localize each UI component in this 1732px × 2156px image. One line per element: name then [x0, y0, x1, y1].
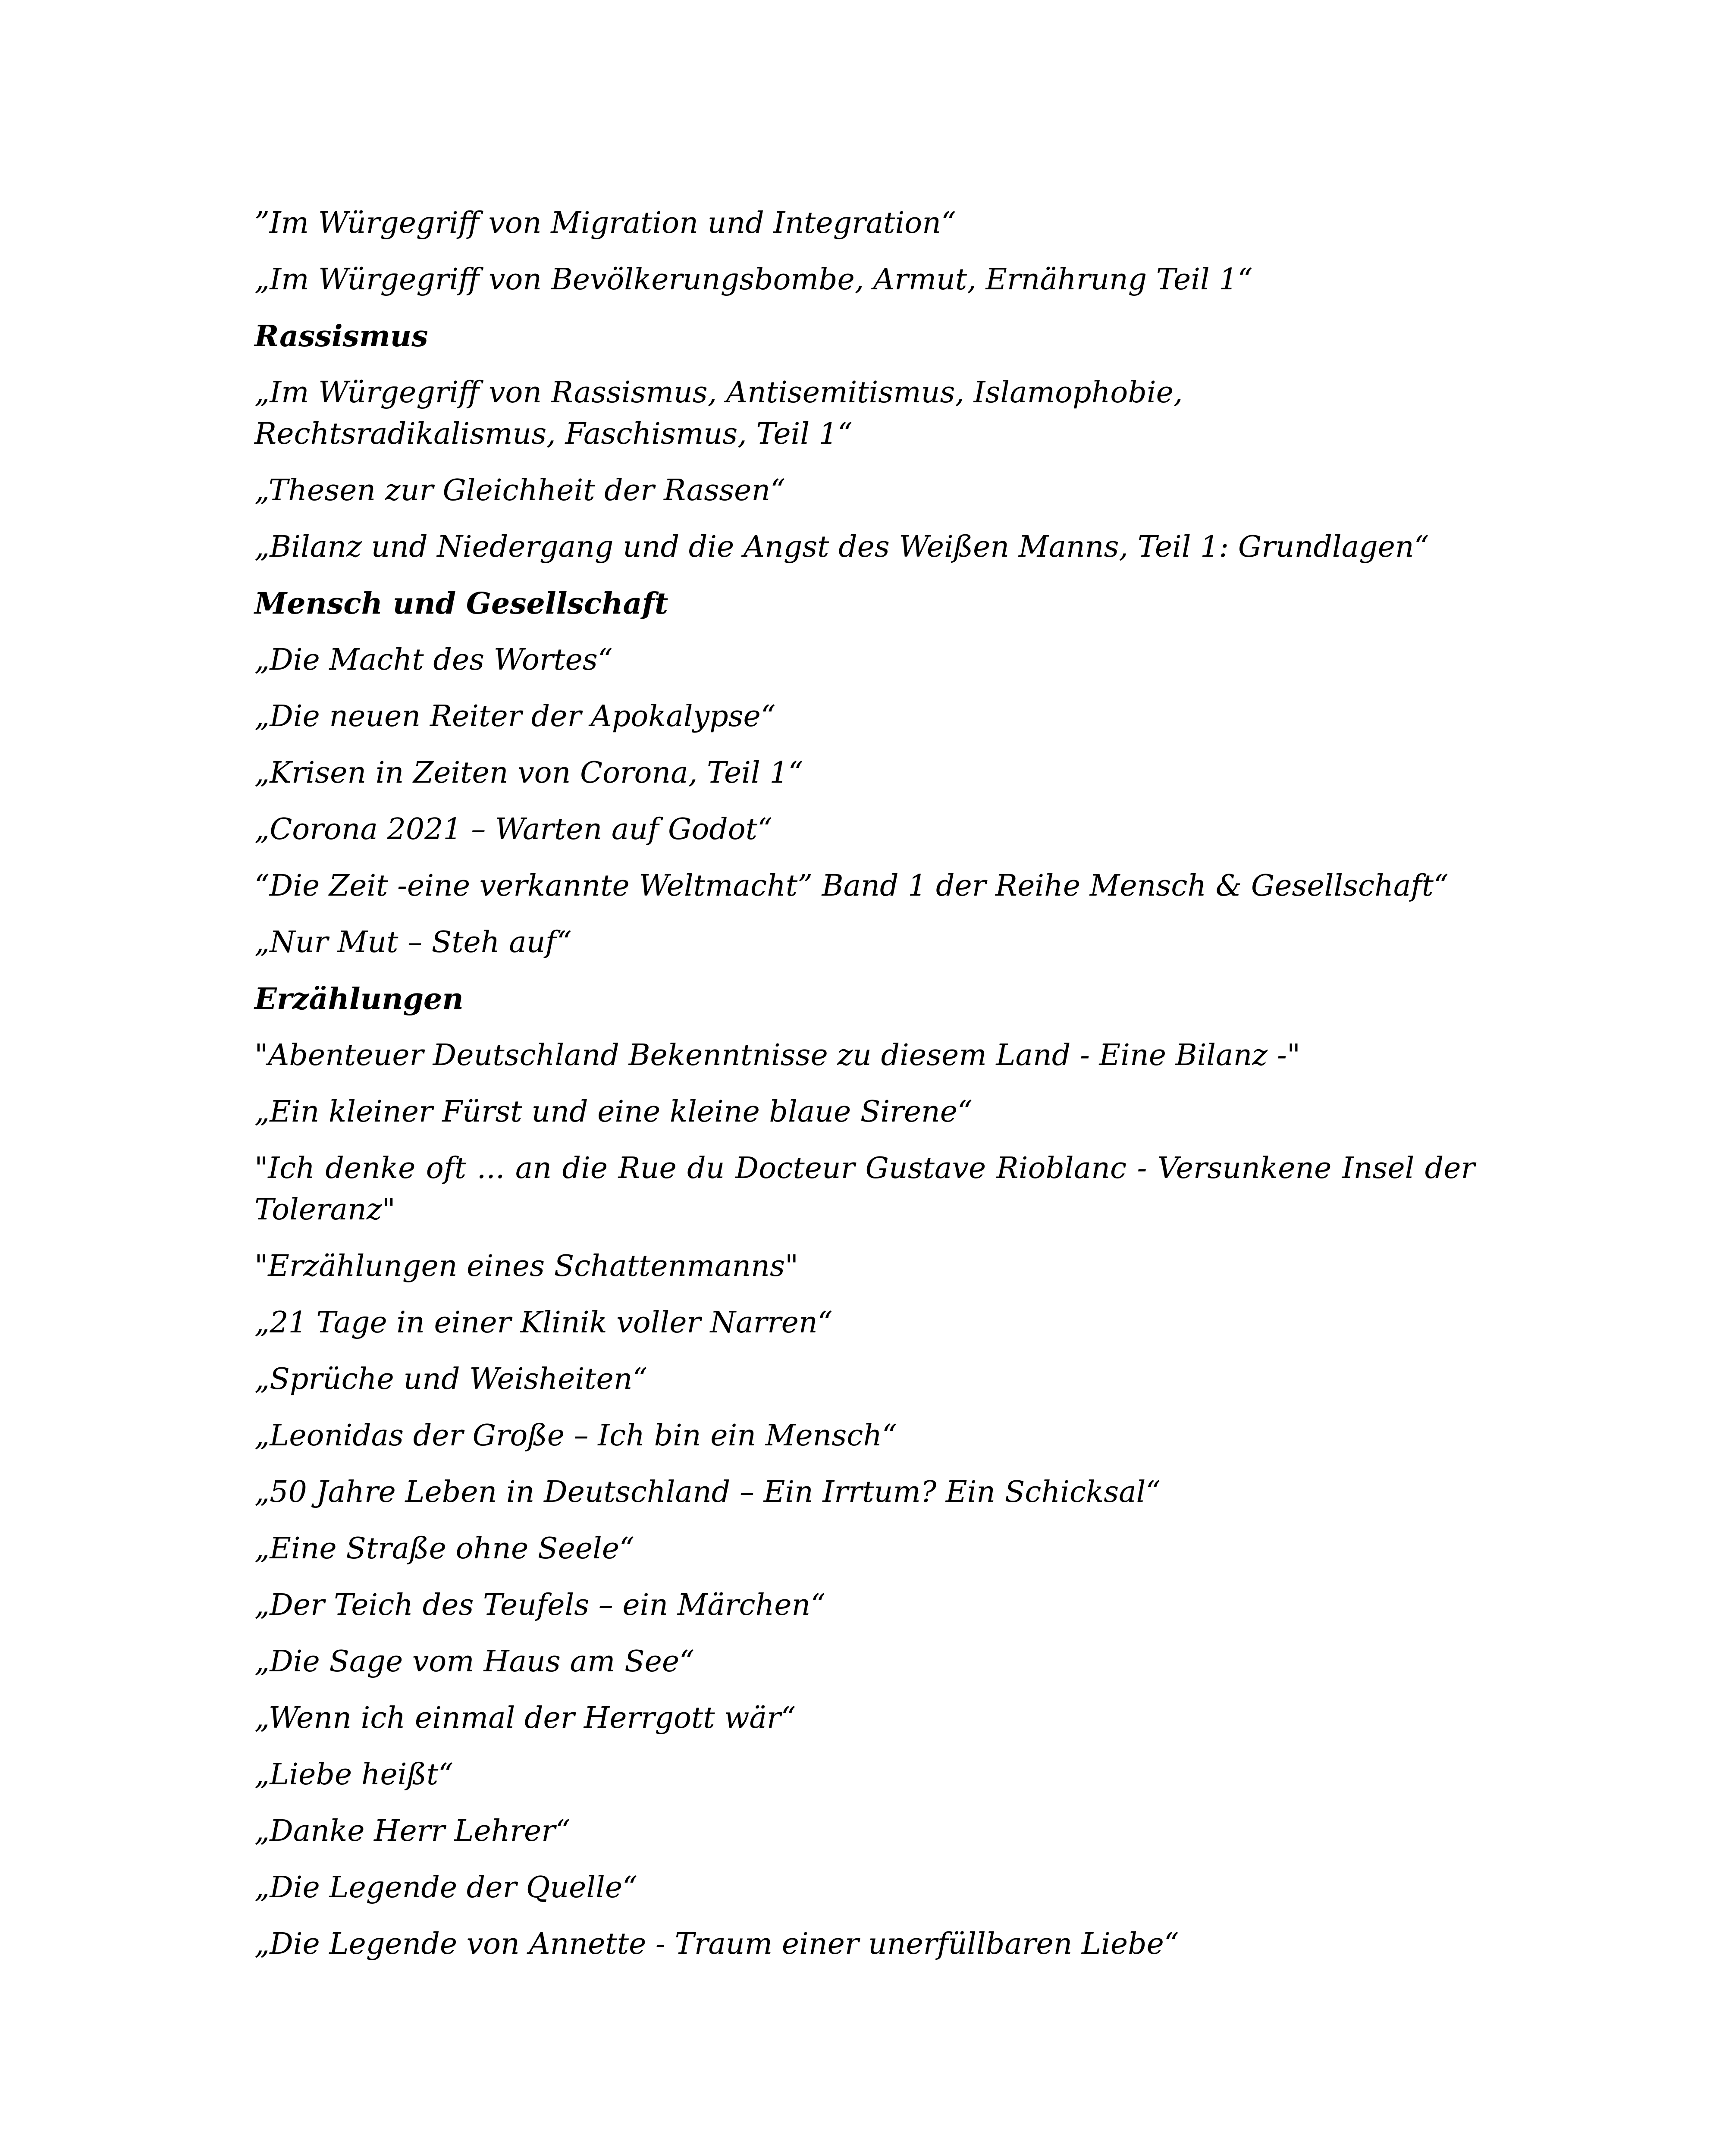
book-title-entry: „Die Sage vom Haus am See“ — [254, 1645, 694, 1679]
book-title-entry: "Ich denke oft ... an die Rue du Docteur Gustave Rioblanc - Versunkene Insel der Toleranz" — [254, 1151, 1475, 1227]
book-title-entry: „Sprüche und Weisheiten“ — [254, 1362, 648, 1396]
book-title-entry: „Die Legende von Annette - Traum einer unerfüllbaren Liebe“ — [254, 1927, 1179, 1961]
book-title-entry: „Leonidas der Große – Ich bin ein Mensch“ — [254, 1419, 897, 1453]
section-heading: Erzählungen — [254, 982, 464, 1016]
book-title-entry: „Der Teich des Teufels – ein Märchen“ — [254, 1588, 826, 1622]
book-title-entry: „Danke Herr Lehrer“ — [254, 1814, 571, 1848]
book-title-entry: „Krisen in Zeiten von Corona, Teil 1“ — [254, 756, 803, 790]
book-title-entry: „21 Tage in einer Klinik voller Narren“ — [254, 1306, 833, 1340]
book-title-entry: „Ein kleiner Fürst und eine kleine blaue Sirene“ — [254, 1095, 973, 1129]
book-title-entry: "Abenteuer Deutschland Bekenntnisse zu diesem Land - Eine Bilanz -" — [254, 1038, 1301, 1072]
book-title-entry: „Corona 2021 – Warten auf Godot“ — [254, 812, 772, 846]
book-title-entry: "Erzählungen eines Schattenmanns" — [254, 1249, 799, 1283]
book-title-entry: “Die Zeit -eine verkannte Weltmacht” Band 1 der Reihe Mensch & Gesellschaft“ — [254, 869, 1449, 903]
book-title-entry: ”Im Würgegriff von Migration und Integration“ — [254, 206, 956, 240]
section-heading: Rassismus — [254, 319, 428, 354]
book-title-entry: „Eine Straße ohne Seele“ — [254, 1532, 634, 1566]
book-title-entry: „50 Jahre Leben in Deutschland – Ein Irrtum? Ein Schicksal“ — [254, 1475, 1161, 1509]
book-title-entry: „Im Würgegriff von Bevölkerungsbombe, Armut, Ernährung Teil 1“ — [254, 263, 1253, 297]
book-title-entry: „Thesen zur Gleichheit der Rassen“ — [254, 473, 785, 508]
book-title-entry: „Die Macht des Wortes“ — [254, 643, 613, 677]
book-title-entry: „Bilanz und Niedergang und die Angst des Weißen Manns, Teil 1: Grundlagen“ — [254, 530, 1429, 564]
book-title-entry: „Liebe heißt“ — [254, 1758, 454, 1792]
section-heading: Mensch und Gesellschaft — [254, 586, 668, 621]
book-list — [254, 203, 1475, 1980]
book-title-entry: „Nur Mut – Steh auf“ — [254, 925, 572, 959]
book-title-entry: „Die Legende der Quelle“ — [254, 1871, 637, 1905]
book-title-entry: „Wenn ich einmal der Herrgott wär“ — [254, 1701, 796, 1735]
book-title-entry: „Im Würgegriff von Rassismus, Antisemitismus, Islamophobie, Rechtsradikalismus, Faschismus, Teil 1“ — [254, 376, 1183, 451]
book-title-entry: „Die neuen Reiter der Apokalypse“ — [254, 699, 776, 733]
